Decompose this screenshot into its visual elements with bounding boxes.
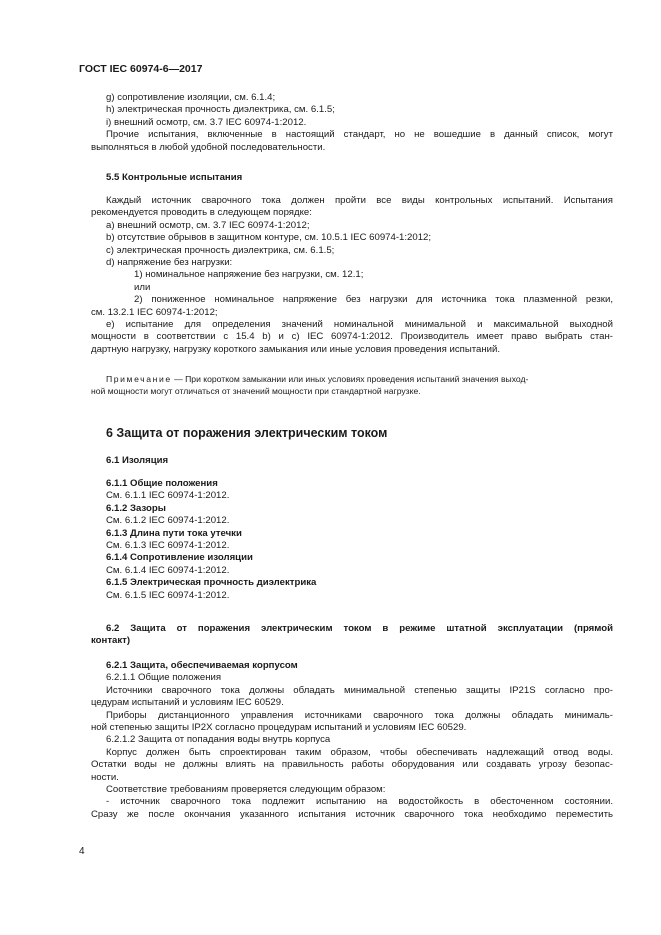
list-item: a) внешний осмотр, см. 3.7 IEC 60974-1:2012; — [106, 219, 310, 231]
note-line: ной мощности могут отличаться от значений мощности при стандартной нагрузке. — [91, 385, 421, 396]
test-list-continuation — [91, 92, 613, 154]
paragraph-line: Источники сварочного тока должны обладать минимальной степенью защиты IP21S согласно про- — [106, 684, 613, 696]
section-6-2-1-body — [91, 660, 613, 821]
note-line — [91, 374, 613, 386]
list-item: e) испытание для определения значений номинальной минимальной и максимальной выходной — [106, 319, 613, 331]
subsection-title: 6.1.3 Длина пути тока утечки — [106, 527, 242, 539]
note-text: — При коротком замыкании или иных условиях проведения испытаний значения выход- — [171, 374, 529, 384]
paragraph-line: Прочие испытания, включенные в настоящий стандарт, но не вошедшие в данный список, могут — [106, 129, 613, 141]
subsection-title: 6.1.2 Зазоры — [106, 502, 166, 514]
subsection-title: 6.2.1.2 Защита от попадания воды внутрь корпуса — [106, 734, 331, 746]
paragraph-line: рекомендуется проводить в следующем порядке: — [91, 207, 312, 219]
paragraph-line: выполняться в любой удобной последовательности. — [91, 141, 326, 153]
heading-line: 6.2 Защита от поражения электрическим током в режиме штатной эксплуатации (прямой — [106, 623, 613, 634]
list-item: см. 13.2.1 IEC 60974-1:2012; — [91, 306, 218, 318]
subsection-title: 6.1.4 Сопротивление изоляции — [106, 552, 253, 564]
subsection-ref: См. 6.1.4 IEC 60974-1:2012. — [106, 564, 230, 576]
section-heading-5-5: 5.5 Контрольные испытания — [106, 172, 243, 183]
section-heading-6-2 — [91, 623, 613, 648]
list-item: 2) пониженное номинальное напряжение без нагрузки для источника тока плазменной резки, — [134, 294, 613, 306]
subsection-ref: См. 6.1.1 IEC 60974-1:2012. — [106, 490, 230, 502]
paragraph-line: ной степенью защиты IP2X согласно процедурам испытаний и условиям IEC 60529. — [91, 722, 467, 734]
list-item: g) сопротивление изоляции, см. 6.1.4; — [106, 92, 276, 103]
subsection-ref: См. 6.1.5 IEC 60974-1:2012. — [106, 589, 230, 601]
list-item: d) напряжение без нагрузки: — [106, 257, 233, 269]
paragraph-line: Приборы дистанционного управления источниками сварочного тока должны обладать минималь- — [106, 709, 613, 721]
list-item: h) электрическая прочность диэлектрика, см. 6.1.5; — [106, 104, 335, 116]
heading-line: контакт) — [91, 635, 131, 647]
list-item: i) внешний осмотр, см. 3.7 IEC 60974-1:2012. — [106, 116, 307, 128]
subsection-ref: См. 6.1.3 IEC 60974-1:2012. — [106, 540, 230, 552]
note-label: Примечание — [106, 374, 172, 384]
document-header: ГОСТ IEC 60974-6—2017 — [79, 63, 203, 75]
subsection-title: 6.1.1 Общие положения — [106, 478, 218, 489]
section-6-1-items — [91, 478, 613, 602]
paragraph-line: Остатки воды не должны влиять на правильность работы оборудования или создавать угрозу безопас- — [91, 759, 613, 771]
paragraph-line: Сразу же после окончания указанного испытания источник сварочного тока необходимо переместить — [91, 808, 613, 820]
paragraph-line: мощности в соответствии с 15.4 b) и c) IEC 60974-1:2012. Производитель имеет право выбрать стан- — [91, 331, 613, 343]
paragraph-line: Корпус должен быть спроектирован таким образом, чтобы обеспечивать надлежащий отвод воды. — [106, 746, 613, 758]
page-number: 4 — [79, 846, 85, 857]
section-5-5-body — [91, 195, 613, 356]
paragraph-line: ности. — [91, 771, 119, 783]
list-item: или — [134, 281, 151, 293]
note — [91, 374, 613, 397]
subsection-title: 6.1.5 Электрическая прочность диэлектрика — [106, 577, 317, 589]
list-item: b) отсутствие обрывов в защитном контуре, см. 10.5.1 IEC 60974-1:2012; — [106, 232, 432, 244]
paragraph-line: Соответствие требованиям проверяется следующим образом: — [106, 784, 386, 796]
list-item: c) электрическая прочность диэлектрика, см. 6.1.5; — [106, 244, 335, 256]
subsection-ref: См. 6.1.2 IEC 60974-1:2012. — [106, 515, 230, 527]
section-heading-6-1: 6.1 Изоляция — [106, 455, 169, 466]
paragraph-line: Каждый источник сварочного тока должен пройти все виды контрольных испытаний. Испытания — [106, 195, 613, 206]
subsection-title: 6.2.1.1 Общие положения — [106, 672, 222, 684]
list-item: 1) номинальное напряжение без нагрузки, см. 12.1; — [134, 269, 364, 281]
section-heading-6: 6 Защита от поражения электрическим током — [106, 426, 388, 440]
paragraph-line: - источник сварочного тока подлежит испытанию на водостойкость в обесточенном состоянии. — [106, 796, 613, 808]
paragraph-line: дартную нагрузку, нагрузку короткого замыкания или иные условия проведения испытаний. — [91, 343, 501, 355]
paragraph-line: цедурам испытаний и условиям IEC 60529. — [91, 697, 284, 709]
subsection-title: 6.2.1 Защита, обеспечиваемая корпусом — [106, 660, 298, 671]
